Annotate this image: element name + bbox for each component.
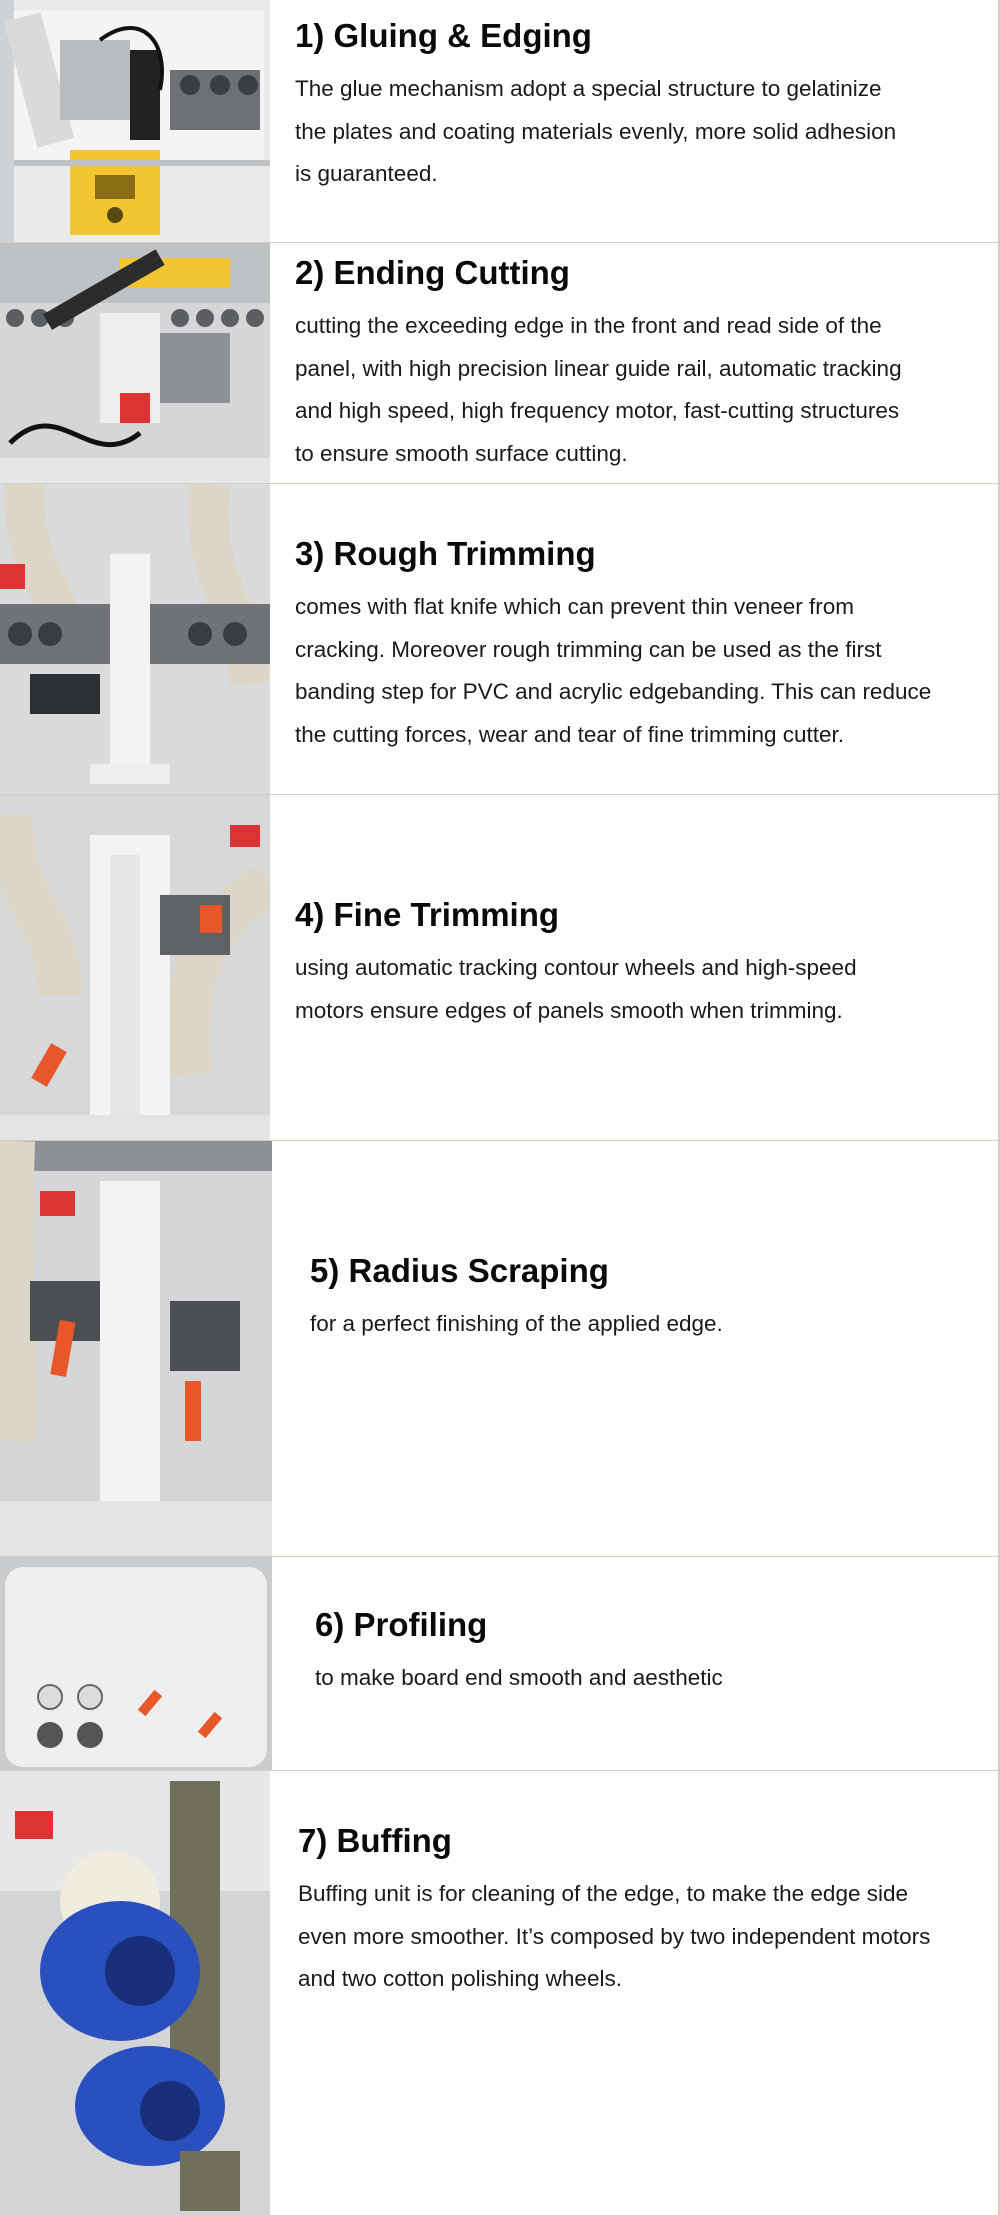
- gluing-unit-photo: [0, 0, 270, 242]
- section-description: [315, 1657, 998, 1700]
- desc-line: the plates and coating materials evenly, more solid adhesion: [295, 118, 897, 144]
- desc-line: is guaranteed.: [295, 161, 438, 186]
- desc-line: motors ensure edges of panels smooth when trimming.: [295, 997, 843, 1023]
- fine-trimming-unit-photo: [0, 795, 270, 1140]
- desc-line: cutting the exceeding edge in the front and read side of the: [295, 313, 882, 338]
- end-cutting-unit-photo: [0, 243, 270, 483]
- desc-line: The glue mechanism adopt a special structure to gelatinize: [295, 76, 882, 101]
- desc-line: panel, with high precision linear guide rail, automatic tracking: [295, 355, 902, 381]
- radius-scraping-unit-photo: [0, 1141, 272, 1556]
- section-description: [310, 1303, 998, 1346]
- desc-line: for a perfect finishing of the applied edge.: [310, 1311, 723, 1336]
- section-description: [295, 947, 998, 1032]
- desc-line: and high speed, high frequency motor, fast-cutting structures: [295, 398, 900, 423]
- rough-trimming-unit-photo: [0, 484, 270, 794]
- desc-line: Buffing unit is for cleaning of the edge, to make the edge side: [298, 1881, 908, 1906]
- desc-line: the cutting forces, wear and tear of fine trimming cutter.: [295, 721, 845, 747]
- section-title: 5) Radius Scraping: [310, 1252, 609, 1289]
- section-profiling: [0, 1557, 1000, 1770]
- section-text: [298, 1821, 998, 2001]
- section-ending-cutting: [0, 243, 1000, 483]
- desc-line: comes with flat knife which can prevent thin veneer from: [295, 594, 855, 619]
- desc-line: to ensure smooth surface cutting.: [295, 440, 628, 466]
- section-text: [295, 16, 998, 196]
- desc-line: and two cotton polishing wheels.: [298, 1966, 622, 1991]
- desc-line: cracking. Moreover rough trimming can be used as the first: [295, 636, 882, 662]
- section-text: [310, 1251, 998, 1346]
- section-text: [295, 253, 998, 475]
- desc-line: to make board end smooth and aesthetic: [315, 1665, 723, 1690]
- section-radius-scraping: [0, 1141, 1000, 1556]
- section-title: 4) Fine Trimming: [295, 896, 560, 933]
- desc-line: using automatic tracking contour wheels and high-speed: [295, 955, 857, 980]
- desc-line: banding step for PVC and acrylic edgebanding. This can reduce: [295, 679, 932, 704]
- section-buffing: [0, 1771, 1000, 2215]
- section-title: 1) Gluing & Edging: [295, 17, 592, 54]
- section-title: 7) Buffing: [298, 1822, 452, 1859]
- section-description: [298, 1873, 998, 2001]
- section-title: 3) Rough Trimming: [295, 535, 596, 572]
- section-title: 2) Ending Cutting: [295, 254, 570, 291]
- section-text: [295, 895, 998, 1032]
- section-text: [315, 1605, 998, 1700]
- profiling-unit-photo: [0, 1557, 272, 1770]
- buffing-unit-photo: [0, 1771, 270, 2215]
- section-description: [295, 305, 998, 475]
- section-title: 6) Profiling: [315, 1606, 488, 1643]
- desc-line: even more smoother. It’s composed by two independent motors: [298, 1923, 931, 1949]
- section-rough-trimming: [0, 484, 1000, 794]
- section-text: [295, 534, 998, 756]
- section-fine-trimming: [0, 795, 1000, 1140]
- section-description: [295, 586, 998, 756]
- section-gluing-edging: [0, 0, 1000, 242]
- section-description: [295, 68, 998, 196]
